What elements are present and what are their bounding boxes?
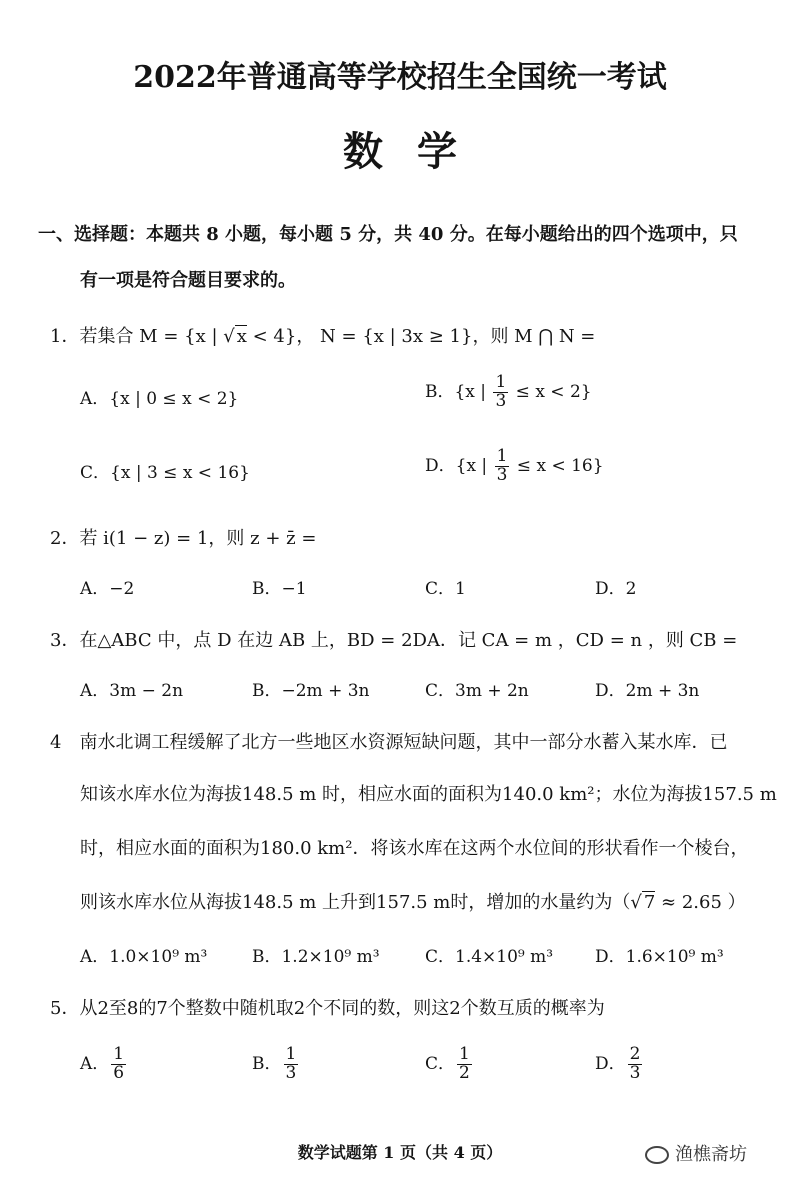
section-instructions-line2: 有一项是符合题目要求的。	[80, 270, 296, 291]
q5-option-c-label: C．	[425, 1053, 456, 1074]
q5-option-b-den: 3	[285, 1062, 297, 1083]
q4-stem-line3: 时，相应水面的面积为180.0 km²．将该水库在这两个水位间的形状看作一个棱台，	[80, 838, 749, 859]
q2-option-a: A．−2	[80, 579, 135, 599]
watermark	[645, 1140, 747, 1166]
q5-option-b-num: 1	[285, 1044, 297, 1064]
q1-option-b-num: 1	[495, 372, 507, 392]
q5-option-c-num: 1	[459, 1044, 470, 1064]
q1-option-d	[425, 448, 604, 485]
q4-stem-line2: 知该水库水位为海拔148.5 m 时，相应水面的面积为140.0 km²；水位为海拔157.5 m	[80, 784, 777, 805]
q1-option-c: C．{x | 3 ≤ x < 16}	[80, 463, 250, 483]
q1-option-b-post: ≤ x < 2}	[510, 381, 592, 402]
q4-option-b: B．1.2×10⁹ m³	[252, 947, 380, 967]
q2-option-b: B．−1	[252, 579, 307, 599]
q4-stem-line4: 则该水库水位从海拔148.5 m 上升到157.5 m时，增加的水量约为（√ 7 ≈ 2.65 ）	[80, 892, 746, 913]
q4-option-a: A．1.0×10⁹ m³	[80, 947, 208, 967]
q4-option-c: C．1.4×10⁹ m³	[425, 947, 554, 967]
q5-option-d-den: 3	[629, 1062, 641, 1083]
subject-heading: 数学	[343, 128, 491, 175]
q4-option-d: D．1.6×10⁹ m³	[595, 947, 724, 967]
q1-option-b-den: 3	[495, 390, 507, 411]
q1-option-d-fraction	[495, 448, 510, 485]
q3-option-b: B．−2m + 3n	[252, 681, 370, 701]
q5-option-d-fraction	[628, 1046, 643, 1083]
q5-option-d-num: 2	[629, 1044, 641, 1064]
q4-sqrt: 7	[643, 892, 656, 913]
q2-option-d: D．2	[595, 579, 637, 599]
q3-option-d: D．2m + 3n	[595, 681, 700, 701]
q5-option-a-label: A．	[80, 1053, 110, 1074]
q5-stem: 5．从2至8的7个整数中随机取2个不同的数，则这2个数互质的概率为	[50, 998, 605, 1019]
q1-stem: 1．若集合 M = {x | √ x < 4}， N = {x | 3x ≥ 1}，则 M ⋂ N =	[50, 326, 596, 347]
q1-option-b-fraction	[493, 374, 508, 411]
q1-option-b-pre: B．{x |	[425, 381, 492, 402]
q1-option-d-den: 3	[496, 464, 508, 485]
q5-option-a	[80, 1046, 128, 1083]
watermark-text: 渔樵斋坊	[675, 1144, 747, 1165]
q5-option-a-den: 6	[113, 1062, 125, 1083]
q2-stem: 2．若 i(1 − z) = 1，则 z + z̄ =	[50, 528, 317, 549]
q5-option-a-num: 1	[113, 1044, 125, 1064]
q5-option-c-den: 2	[459, 1062, 470, 1083]
q5-option-b-label: B．	[252, 1053, 282, 1074]
q1-option-d-post: ≤ x < 16}	[511, 455, 604, 476]
q5-option-c	[425, 1046, 474, 1083]
q4-stem-line4-pre: 则该水库水位从海拔148.5 m 上升到157.5 m时，增加的水量约为（	[80, 892, 631, 913]
q1-stem-pre: 1．若集合 M = {x |	[50, 326, 224, 347]
q5-option-b	[252, 1046, 300, 1083]
q1-option-b	[425, 374, 592, 411]
page-footer: 数学试题第 1 页（共 4 页）	[297, 1143, 503, 1162]
q3-option-a: A．3m − 2n	[80, 681, 184, 701]
q1-stem-mid: < 4}， N = {x | 3x ≥ 1}，则 M ⋂ N =	[246, 326, 596, 347]
q5-option-c-fraction	[457, 1046, 472, 1083]
q5-option-d	[595, 1046, 644, 1083]
q3-option-c: C．3m + 2n	[425, 681, 529, 701]
q4-stem-line1: 4 南水北调工程缓解了北方一些地区水资源短缺问题，其中一部分水蓄入某水库．已	[50, 732, 728, 753]
q5-option-b-fraction	[284, 1046, 299, 1083]
q5-option-a-fraction	[111, 1046, 126, 1083]
q4-stem-line4-post: ≈ 2.65 ）	[655, 892, 746, 913]
wechat-icon	[645, 1146, 669, 1164]
q1-option-a: A．{x | 0 ≤ x < 2}	[80, 389, 239, 409]
q5-option-d-label: D．	[595, 1053, 626, 1074]
q1-option-d-num: 1	[496, 446, 508, 466]
q1-option-d-pre: D．{x |	[425, 455, 493, 476]
q1-sqrt: x	[236, 326, 247, 347]
q2-option-c: C．1	[425, 579, 466, 599]
exam-title: 2022年普通高等学校招生全国统一考试	[133, 60, 667, 95]
section-instructions-line1: 一、选择题：本题共 8 小题，每小题 5 分，共 40 分。在每小题给出的四个选项中，只	[38, 224, 738, 245]
q3-stem: 3．在△ABC 中，点 D 在边 AB 上，BD = 2DA．记 CA = m ，CD = n ，则 CB =	[50, 630, 738, 651]
